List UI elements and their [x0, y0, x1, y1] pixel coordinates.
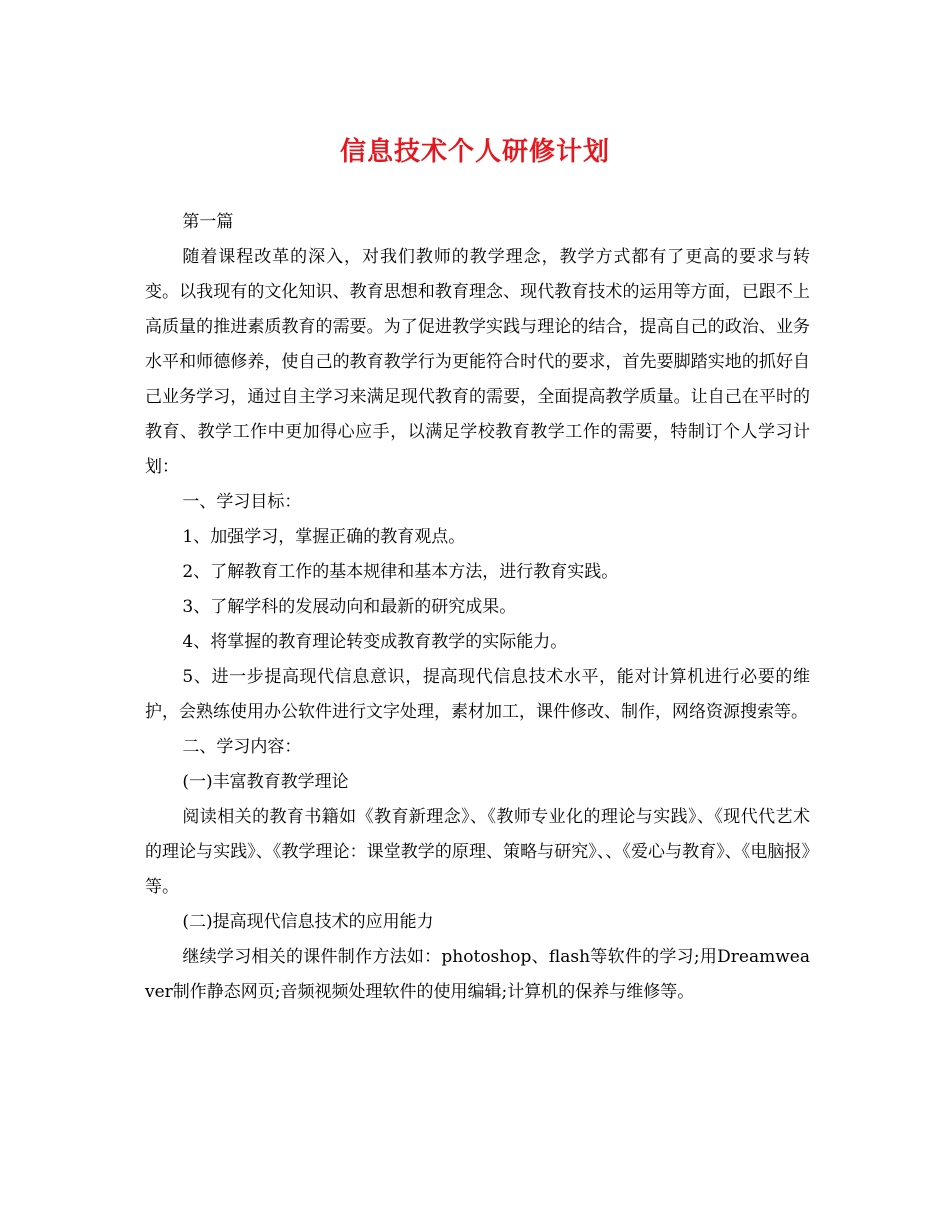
intro-paragraph: 随着课程改革的深入，对我们教师的教学理念，教学方式都有了更高的要求与转变。以我现有的文化知识、教育思想和教育理念、现代教育技术的运用等方面，已跟不上高质量的推进素质教育的需要。为了促进教学实践与理论的结合，提高自己的政治、业务水平和师德修养，使自己的教育教学行为更能符合时代的要求，首先要脚踏实地的抓好自己业务学习，通过自主学习来满足现代教育的需要，全面提高教学质量。让自己在平时的教育、教学工作中更加得心应手，以满足学校教育教学工作的需要，特制订个人学习计划： — [145, 247, 810, 477]
goal-item-1: 1、加强学习，掌握正确的教育观点。 — [182, 527, 466, 547]
goal-item-4: 4、将掌握的教育理论转变成教育教学的实际能力。 — [182, 632, 568, 652]
document-title: 信息技术个人研修计划 — [339, 137, 610, 167]
goals-heading: 一、学习目标： — [182, 492, 302, 512]
content-heading: 二、学习内容： — [182, 737, 302, 757]
goal-item-3: 3、了解学科的发展动向和最新的研究成果。 — [182, 597, 517, 617]
subsection-2-text: 继续学习相关的课件制作方法如：photoshop、flash等软件的学习;用Dreamweaver制作静态网页;音频视频处理软件的使用编辑;计算机的保养与维修等。 — [145, 947, 810, 1002]
subsection-1-heading: (一)丰富教育教学理论 — [182, 772, 349, 792]
goal-item-5: 5、进一步提高现代信息意识，提高现代信息技术水平，能对计算机进行必要的维护，会熟练使用办公软件进行文字处理，素材加工，课件修改、制作，网络资源搜索等。 — [145, 667, 810, 722]
subsection-2-heading: (二)提高现代信息技术的应用能力 — [182, 912, 434, 932]
subsection-1-text: 阅读相关的教育书籍如《教育新理念》、《教师专业化的理论与实践》、《现代代艺术的理论与实践》、《教学理论：课堂教学的原理、策略与研究》、、《爱心与教育》、《电脑报》等。 — [145, 807, 810, 897]
section-label: 第一篇 — [182, 212, 234, 232]
document-body — [145, 205, 810, 1010]
goal-item-2: 2、了解教育工作的基本规律和基本方法，进行教育实践。 — [182, 562, 619, 582]
